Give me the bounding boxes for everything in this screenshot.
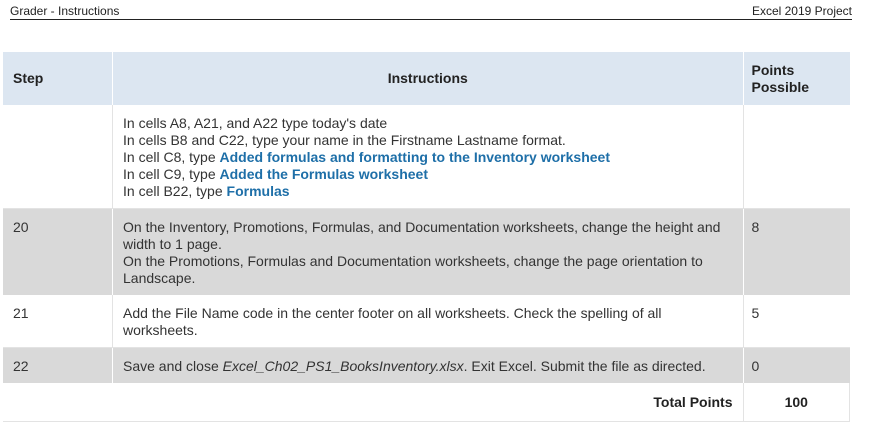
- points-cell: 5: [743, 295, 850, 348]
- instruction-line: In cells B8 and C22, type your name in the Firstname Lastname format.: [123, 132, 566, 148]
- table-header-row: [3, 52, 850, 105]
- step-cell: 21: [3, 295, 113, 348]
- points-cell: [743, 105, 850, 209]
- step-column-header: Step: [3, 52, 113, 105]
- points-cell: 0: [743, 348, 850, 384]
- table-row: [3, 105, 850, 209]
- step-cell: [3, 105, 113, 209]
- project-name: Excel 2019 Project: [751, 4, 852, 18]
- points-header-line2: Possible: [751, 78, 810, 95]
- instruction-line: In cells A8, A21, and A22 type today's date: [123, 115, 388, 131]
- step-cell: 20: [3, 209, 113, 296]
- instruction-line: On the Inventory, Promotions, Formulas, and Documentation worksheets, change the height and width to 1 page.: [123, 219, 721, 252]
- instruction-text: In cell C8, type: [123, 149, 220, 165]
- total-points-label: Total Points: [3, 383, 743, 422]
- step-cell: 22: [3, 348, 113, 384]
- instruction-cell: Add the File Name code in the center footer on all worksheets. Check the spelling of all worksheets.: [113, 295, 744, 348]
- instruction-cell: [113, 348, 744, 384]
- total-points-value: 100: [743, 383, 850, 422]
- table-row: [3, 348, 850, 384]
- instruction-line: [123, 166, 733, 183]
- points-cell: 8: [743, 209, 850, 296]
- instruction-text: In cell B22, type: [123, 183, 227, 199]
- instruction-text: In cell C9, type: [123, 166, 220, 182]
- table-row: [3, 209, 850, 296]
- file-name-text: Excel_Ch02_PS1_BooksInventory.xlsx: [222, 358, 464, 374]
- instruction-cell: [113, 209, 744, 296]
- table-row: [3, 295, 850, 348]
- page-header: [10, 3, 852, 20]
- instruction-line: [123, 149, 733, 166]
- instruction-cell: [113, 105, 744, 209]
- total-row: [3, 383, 850, 422]
- instructions-column-header: Instructions: [113, 52, 744, 105]
- typed-value-text: Added the Formulas worksheet: [219, 166, 428, 182]
- instruction-text: Save and close: [123, 358, 223, 374]
- points-header-line1: Points: [751, 61, 795, 78]
- points-column-header: [743, 52, 850, 105]
- typed-value-text: Added formulas and formatting to the Inventory worksheet: [219, 149, 610, 165]
- typed-value-text: Formulas: [226, 183, 290, 199]
- instruction-line: On the Promotions, Formulas and Documentation worksheets, change the page orientation to Landscape.: [123, 253, 703, 286]
- instruction-text: . Exit Excel. Submit the file as directed.: [463, 358, 706, 374]
- instructions-table: [3, 52, 850, 422]
- instruction-line: [123, 183, 733, 200]
- document-title: Grader - Instructions: [10, 4, 120, 18]
